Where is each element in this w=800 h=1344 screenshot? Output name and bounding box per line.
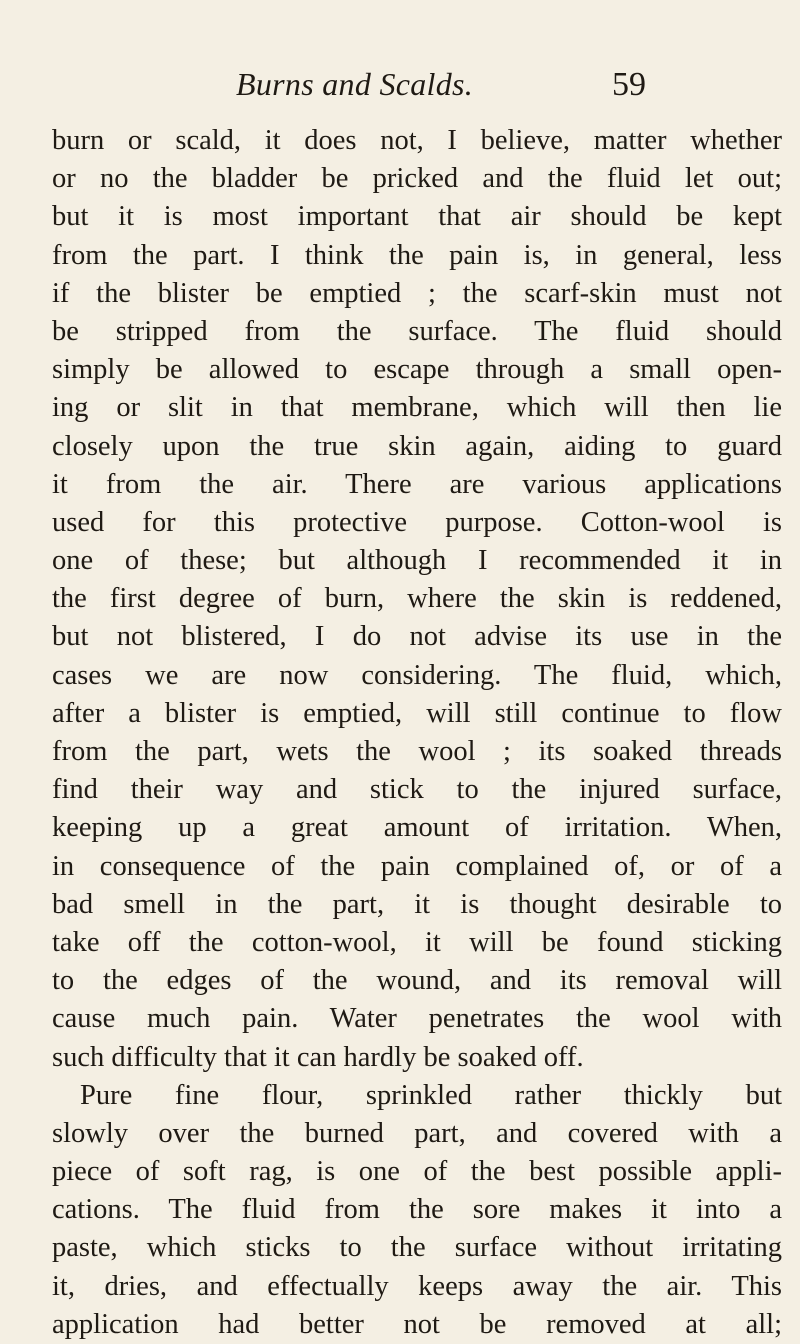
text-line: bad smell in the part, it is thought desirable to — [52, 888, 782, 920]
text-line: or no the bladder be pricked and the fluid let out; — [52, 163, 782, 195]
text-line: cause much pain. Water penetrates the wool with — [52, 1003, 782, 1035]
running-title: Burns and Scalds. — [236, 66, 474, 102]
text-line: closely upon the true skin again, aiding to guard — [52, 430, 782, 462]
text-line: to the edges of the wound, and its removal will — [52, 965, 782, 997]
text-line: used for this protective purpose. Cotton-wool is — [52, 506, 782, 538]
text-line: take off the cotton-wool, it will be found sticking — [52, 926, 782, 958]
text-line: from the part, wets the wool ; its soaked threads — [52, 736, 782, 767]
body-text — [52, 122, 782, 1344]
text-line: piece of soft rag, is one of the best possible appli- — [52, 1156, 782, 1188]
text-line: the first degree of burn, where the skin is reddened, — [52, 583, 782, 615]
paragraph-start-line: Pure fine flour, sprinkled rather thickly but — [80, 1079, 782, 1111]
text-line: find their way and stick to the injured surface, — [52, 774, 782, 806]
text-line: slowly over the burned part, and covered with a — [52, 1117, 782, 1149]
text-line: in consequence of the pain complained of, or of a — [52, 850, 782, 882]
text-line: it, dries, and effectually keeps away the air. This — [52, 1270, 782, 1302]
text-line: paste, which sticks to the surface without irritating — [52, 1232, 782, 1264]
text-line: it from the air. There are various applications — [52, 468, 782, 500]
text-line: application had better not be removed at all; — [52, 1308, 782, 1340]
text-line: from the part. I think the pain is, in general, less — [52, 239, 782, 271]
paragraph-end-line: such difficulty that it can hardly be soaked off. — [52, 1041, 584, 1073]
text-line: cations. The fluid from the sore makes it into a — [52, 1194, 782, 1226]
running-head — [0, 66, 800, 106]
text-line: one of these; but although I recommended it in — [52, 545, 782, 577]
text-line: simply be allowed to escape through a small open- — [52, 354, 782, 386]
text-line: keeping up a great amount of irritation. When, — [52, 812, 782, 844]
text-line: but not blistered, I do not advise its use in the — [52, 621, 782, 653]
text-line: but it is most important that air should be kept — [52, 201, 782, 233]
text-line: if the blister be emptied ; the scarf-skin must not — [52, 277, 782, 309]
text-line: after a blister is emptied, will still continue to flow — [52, 697, 782, 729]
page-number: 59 — [612, 66, 646, 103]
text-line: ing or slit in that membrane, which will then lie — [52, 392, 782, 424]
text-line: burn or scald, it does not, I believe, matter whether — [52, 125, 782, 156]
text-line: cases we are now considering. The fluid, which, — [52, 659, 782, 691]
text-line: be stripped from the surface. The fluid should — [52, 315, 782, 347]
